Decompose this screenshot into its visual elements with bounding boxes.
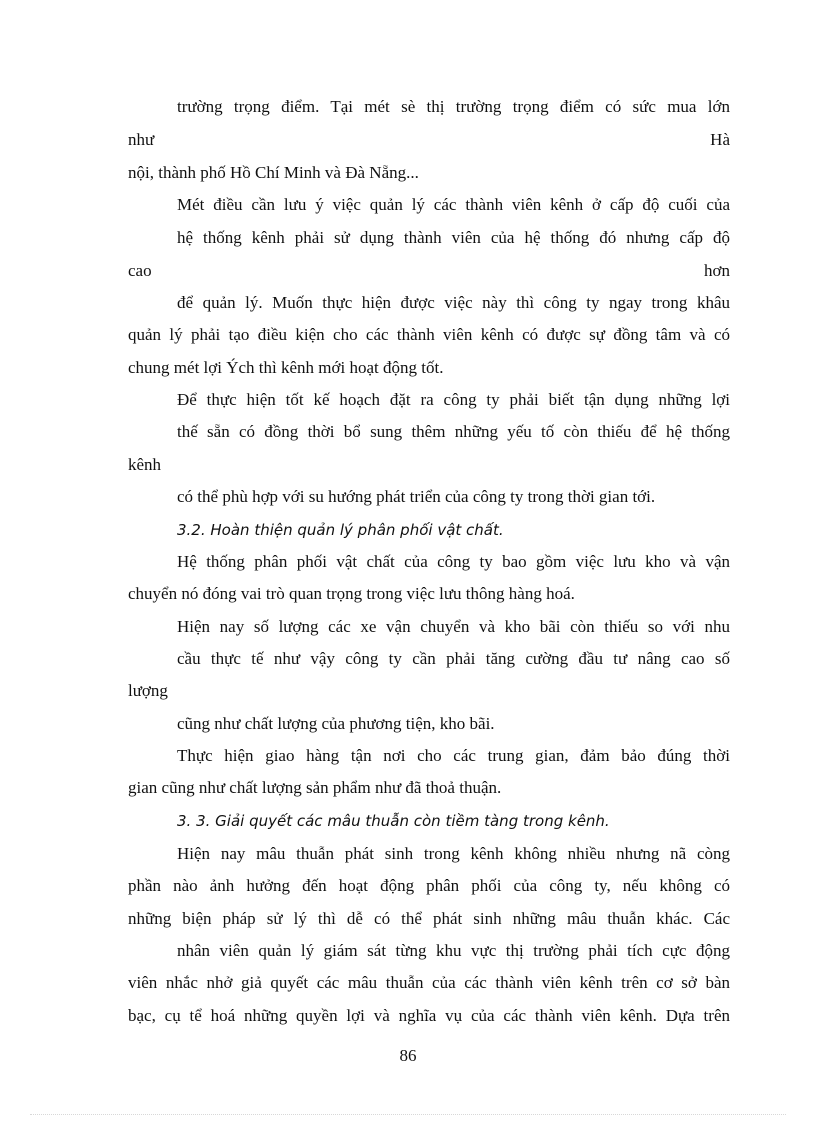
text-line: Hiện nay mâu thuẫn phát sinh trong kênh không nhiều nhưng nã còng [177,844,730,863]
section-heading: 3. 3. Giải quyết các mâu thuẫn còn tiềm tàng trong kênh. [177,812,610,830]
text-line: hệ thống kênh phải sử dụng thành viên của hệ thống đó nhưng cấp độ [177,228,730,247]
text-line: Để thực hiện tốt kế hoạch đặt ra công ty phải biết tận dụng những lợi [177,390,730,409]
text-line: viên nhắc nhở giả quyết các mâu thuẫn của các thành viên kênh trên cơ sở bàn [128,973,730,992]
text-line: những biện pháp sử lý thì dễ có thể phát sinh những mâu thuẫn khác. Các [128,909,730,928]
text-line: Hà [710,130,730,149]
text-line: chuyển nó đóng vai trò quan trọng trong việc lưu thông hàng hoá. [128,584,575,603]
text-line: Thực hiện giao hàng tận nơi cho các trung gian, đảm bảo đúng thời [177,746,730,765]
bottom-divider [30,1114,786,1115]
text-line: Hệ thống phân phối vật chất của công ty bao gồm việc lưu kho và vận [177,552,730,571]
text-line: nội, thành phố Hồ Chí Minh và Đà Nẵng... [128,163,419,182]
page-number: 86 [399,1046,417,1065]
text-line: trường trọng điểm. Tại mét sè thị trường trọng điểm có sức mua lớn [177,97,730,116]
text-line: Mét điều cần lưu ý việc quản lý các thành viên kênh ở cấp độ cuối của [177,195,730,214]
text-line: lượng [128,681,168,700]
text-line: hơn [704,261,730,280]
section-heading: 3.2. Hoàn thiện quản lý phân phối vật chất. [177,521,504,539]
text-line: phần nào ảnh hưởng đến hoạt động phân phối của công ty, nếu không có [128,876,730,895]
text-line: thế sẵn có đồng thời bổ sung thêm những yếu tố còn thiếu để hệ thống [177,422,730,441]
text-line: gian cũng như chất lượng sản phẩm như đã thoả thuận. [128,778,502,797]
text-line: nhân viên quản lý giám sát từng khu vực thị trường phải tích cực động [177,941,730,960]
text-line: có thể phù hợp với su hướng phát triển của công ty trong thời gian tới. [177,487,656,506]
text-line: để quản lý. Muốn thực hiện được việc này thì công ty ngay trong khâu [177,293,730,312]
text-line: như [128,130,155,149]
text-line: quản lý phải tạo điều kiện cho các thành viên kênh có được sự đồng tâm và có [128,325,730,344]
text-line: cao [128,261,152,280]
text-line: chung mét lợi Ých thì kênh mới hoạt động tốt. [128,358,444,377]
text-line: cũng như chất lượng của phương tiện, kho bãi. [177,714,495,733]
text-line: bạc, cụ tể hoá những quyền lợi và nghĩa vụ của các thành viên kênh. Dựa trên [128,1006,730,1025]
text-line: cầu thực tế như vậy công ty cần phải tăng cường đầu tư nâng cao số [177,649,730,668]
text-line: kênh [128,455,162,474]
text-line: Hiện nay số lượng các xe vận chuyển và kho bãi còn thiếu so với nhu [177,617,730,636]
